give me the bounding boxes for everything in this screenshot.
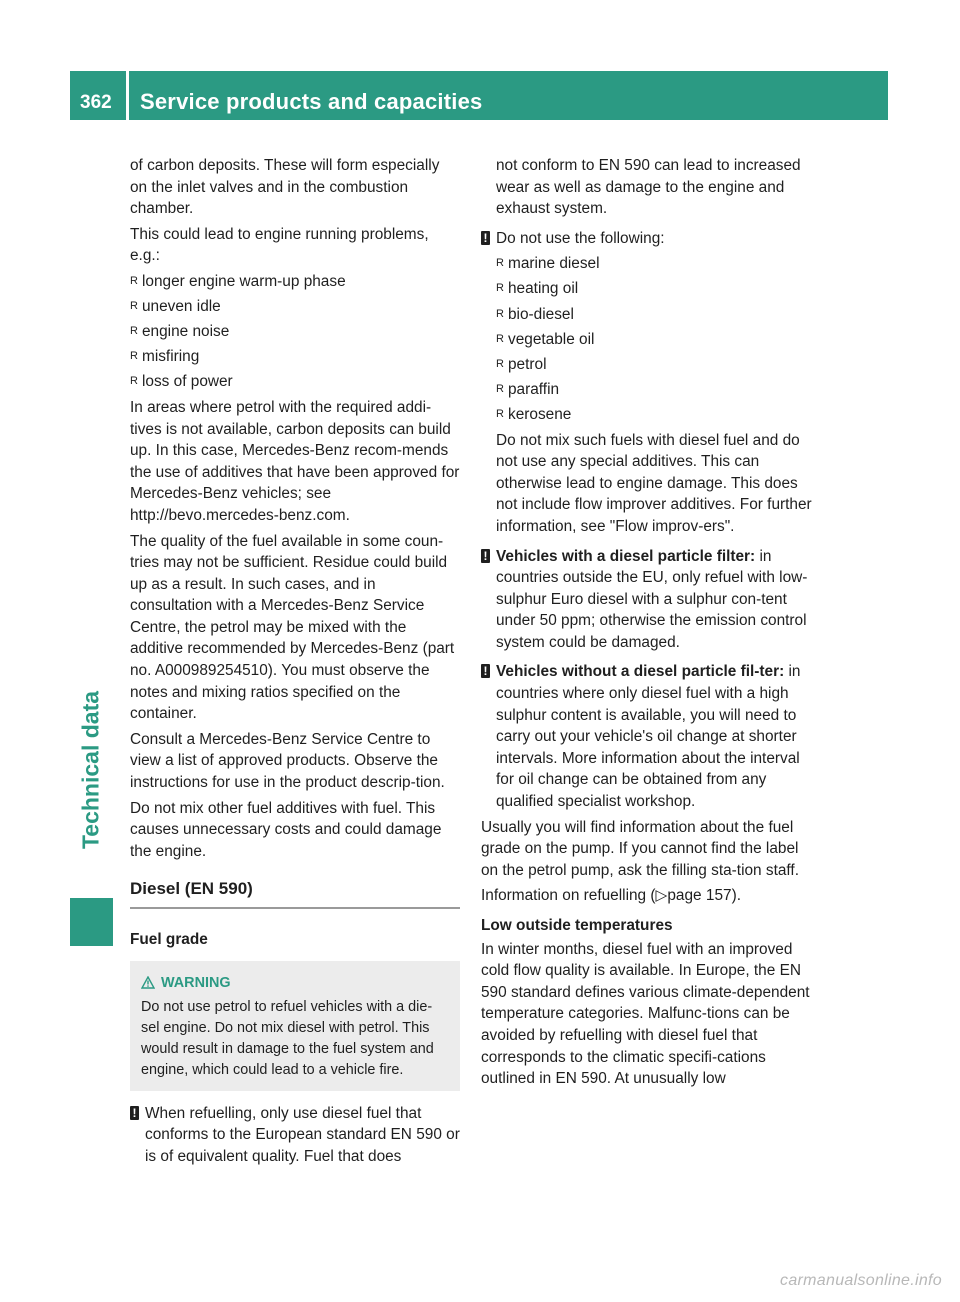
warning-triangle-icon — [141, 976, 155, 989]
list-item: R bio-diesel — [496, 304, 814, 326]
paragraph: Do not mix other fuel additives with fuel. This causes unnecessary costs and could damage the engine. — [130, 799, 442, 860]
paragraph: In areas where petrol with the required addi-tives is not available, carbon deposits can build up. In this case, Mercedes-Benz recom-mends the use of additives that have been approved for Mercedes-Benz vehicles; see http://bevo.mercedes-benz.com. — [130, 398, 460, 524]
paragraph: The quality of the fuel available in some coun-tries may not be sufficient. Residue could build up as a result. In such cases, and in consultation with a Mercedes-Benz Service Centre, the petrol may be mixed with the additive recommended by Mercedes-Benz (part no. A000989254510). You must observe the notes and mixing ratios specified on the container. — [130, 532, 455, 723]
bullet-icon: R — [496, 357, 504, 370]
left-column — [130, 155, 460, 1171]
list-item: R uneven idle — [130, 296, 460, 318]
list-item: R longer engine warm-up phase — [130, 271, 460, 293]
bullet-icon: R — [130, 274, 138, 287]
list-item: R marine diesel — [496, 253, 814, 275]
sub-heading: Low outside temperatures — [481, 917, 673, 934]
list-item: R kerosene — [496, 404, 814, 426]
list-item: R petrol — [496, 354, 814, 376]
warning-text: Do not use petrol to refuel vehicles with a die-sel engine. Do not mix diesel with petrol. This would result in damage to the fuel system and engine, which could lead to a vehicle fire. — [141, 998, 434, 1078]
exclamation-icon: ! — [481, 231, 490, 245]
bullet-icon: R — [496, 257, 504, 270]
bullet-icon: R — [496, 382, 504, 395]
bullet-icon: R — [130, 350, 138, 363]
list-item: R engine noise — [130, 321, 460, 343]
bullet-icon: R — [130, 375, 138, 388]
list-item: R loss of power — [130, 371, 460, 393]
list-item: R misfiring — [130, 346, 460, 368]
note: ! Do not use the following: — [481, 228, 814, 250]
list-item: R heating oil — [496, 278, 814, 300]
bullet-icon: R — [496, 307, 504, 320]
paragraph: In winter months, diesel fuel with an improved cold flow quality is available. In Europe, the EN 590 standard defines various climate-dependent temperature categories. Malfunc-tions can be avoided by refuelling with diesel fuel that corresponds to the climatic specifi-cations outlined in EN 590. At unusually low — [481, 940, 810, 1088]
exclamation-icon: ! — [481, 549, 490, 563]
note: ! Vehicles with a diesel particle filter: in countries outside the EU, only refuel with low-sulphur Euro diesel with a sulphur con-tent under 50 ppm; otherwise the emission control system could be damaged. — [481, 546, 814, 654]
page-reference-link[interactable]: page 157 — [667, 887, 732, 905]
bullet-icon: R — [496, 407, 504, 420]
prohibited-fuels-list — [481, 253, 814, 425]
bullet-icon: R — [130, 300, 138, 313]
paragraph: Information on refuelling (▷page 157). — [481, 887, 741, 905]
note: ! When refuelling, only use diesel fuel that conforms to the European standard EN 590 or is of equivalent quality. Fuel that does — [130, 1103, 460, 1168]
sub-heading: Fuel grade — [130, 931, 208, 948]
paragraph: Do not mix such fuels with diesel fuel and do not use any special additives. This can otherwise lead to engine damage. This does not include flow improver additives. For further information, see "Flow improv-ers". — [496, 431, 812, 535]
list-item: R paraffin — [496, 379, 814, 401]
paragraph: Consult a Mercedes-Benz Service Centre to view a list of approved products. Observe the instructions for use in the product descrip-tion. — [130, 730, 445, 792]
note: ! Vehicles without a diesel particle fil-ter: in countries where only diesel fuel with a high sulphur content is available, you will need to carry out your vehicle's oil change at shorter intervals. More information about the interval for oil change can be obtained from any qualified specialist workshop. — [481, 661, 814, 812]
warning-title: WARNING — [141, 973, 450, 994]
watermark: carmanualsonline.info — [780, 1272, 942, 1289]
bullet-icon: R — [496, 332, 504, 345]
warning-box — [130, 961, 460, 1091]
bullet-icon: R — [130, 325, 138, 338]
symptom-list — [130, 271, 460, 393]
paragraph: not conform to EN 590 can lead to increased wear as well as damage to the engine and exhaust system. — [496, 157, 801, 218]
bullet-icon: R — [496, 282, 504, 295]
paragraph: of carbon deposits. These will form especially on the inlet valves and in the combustion chamber. — [130, 157, 440, 218]
section-heading: Diesel (EN 590) — [130, 878, 460, 909]
page-number: 362 — [80, 92, 112, 113]
side-tab-label: Technical data — [77, 690, 104, 850]
page-title: Service products and capacities — [140, 89, 483, 114]
right-column — [481, 155, 814, 1094]
exclamation-icon: ! — [481, 664, 490, 678]
header-divider — [126, 71, 129, 120]
side-tab-marker — [70, 898, 113, 946]
list-item: R vegetable oil — [496, 329, 814, 351]
page-reference-arrow-icon: ▷ — [655, 887, 668, 905]
exclamation-icon: ! — [130, 1106, 139, 1120]
paragraph: This could lead to engine running problems, e.g.: — [130, 225, 429, 265]
paragraph: Usually you will find information about the fuel grade on the pump. If you cannot find the label on the petrol pump, ask the filling sta-tion staff. — [481, 818, 799, 879]
